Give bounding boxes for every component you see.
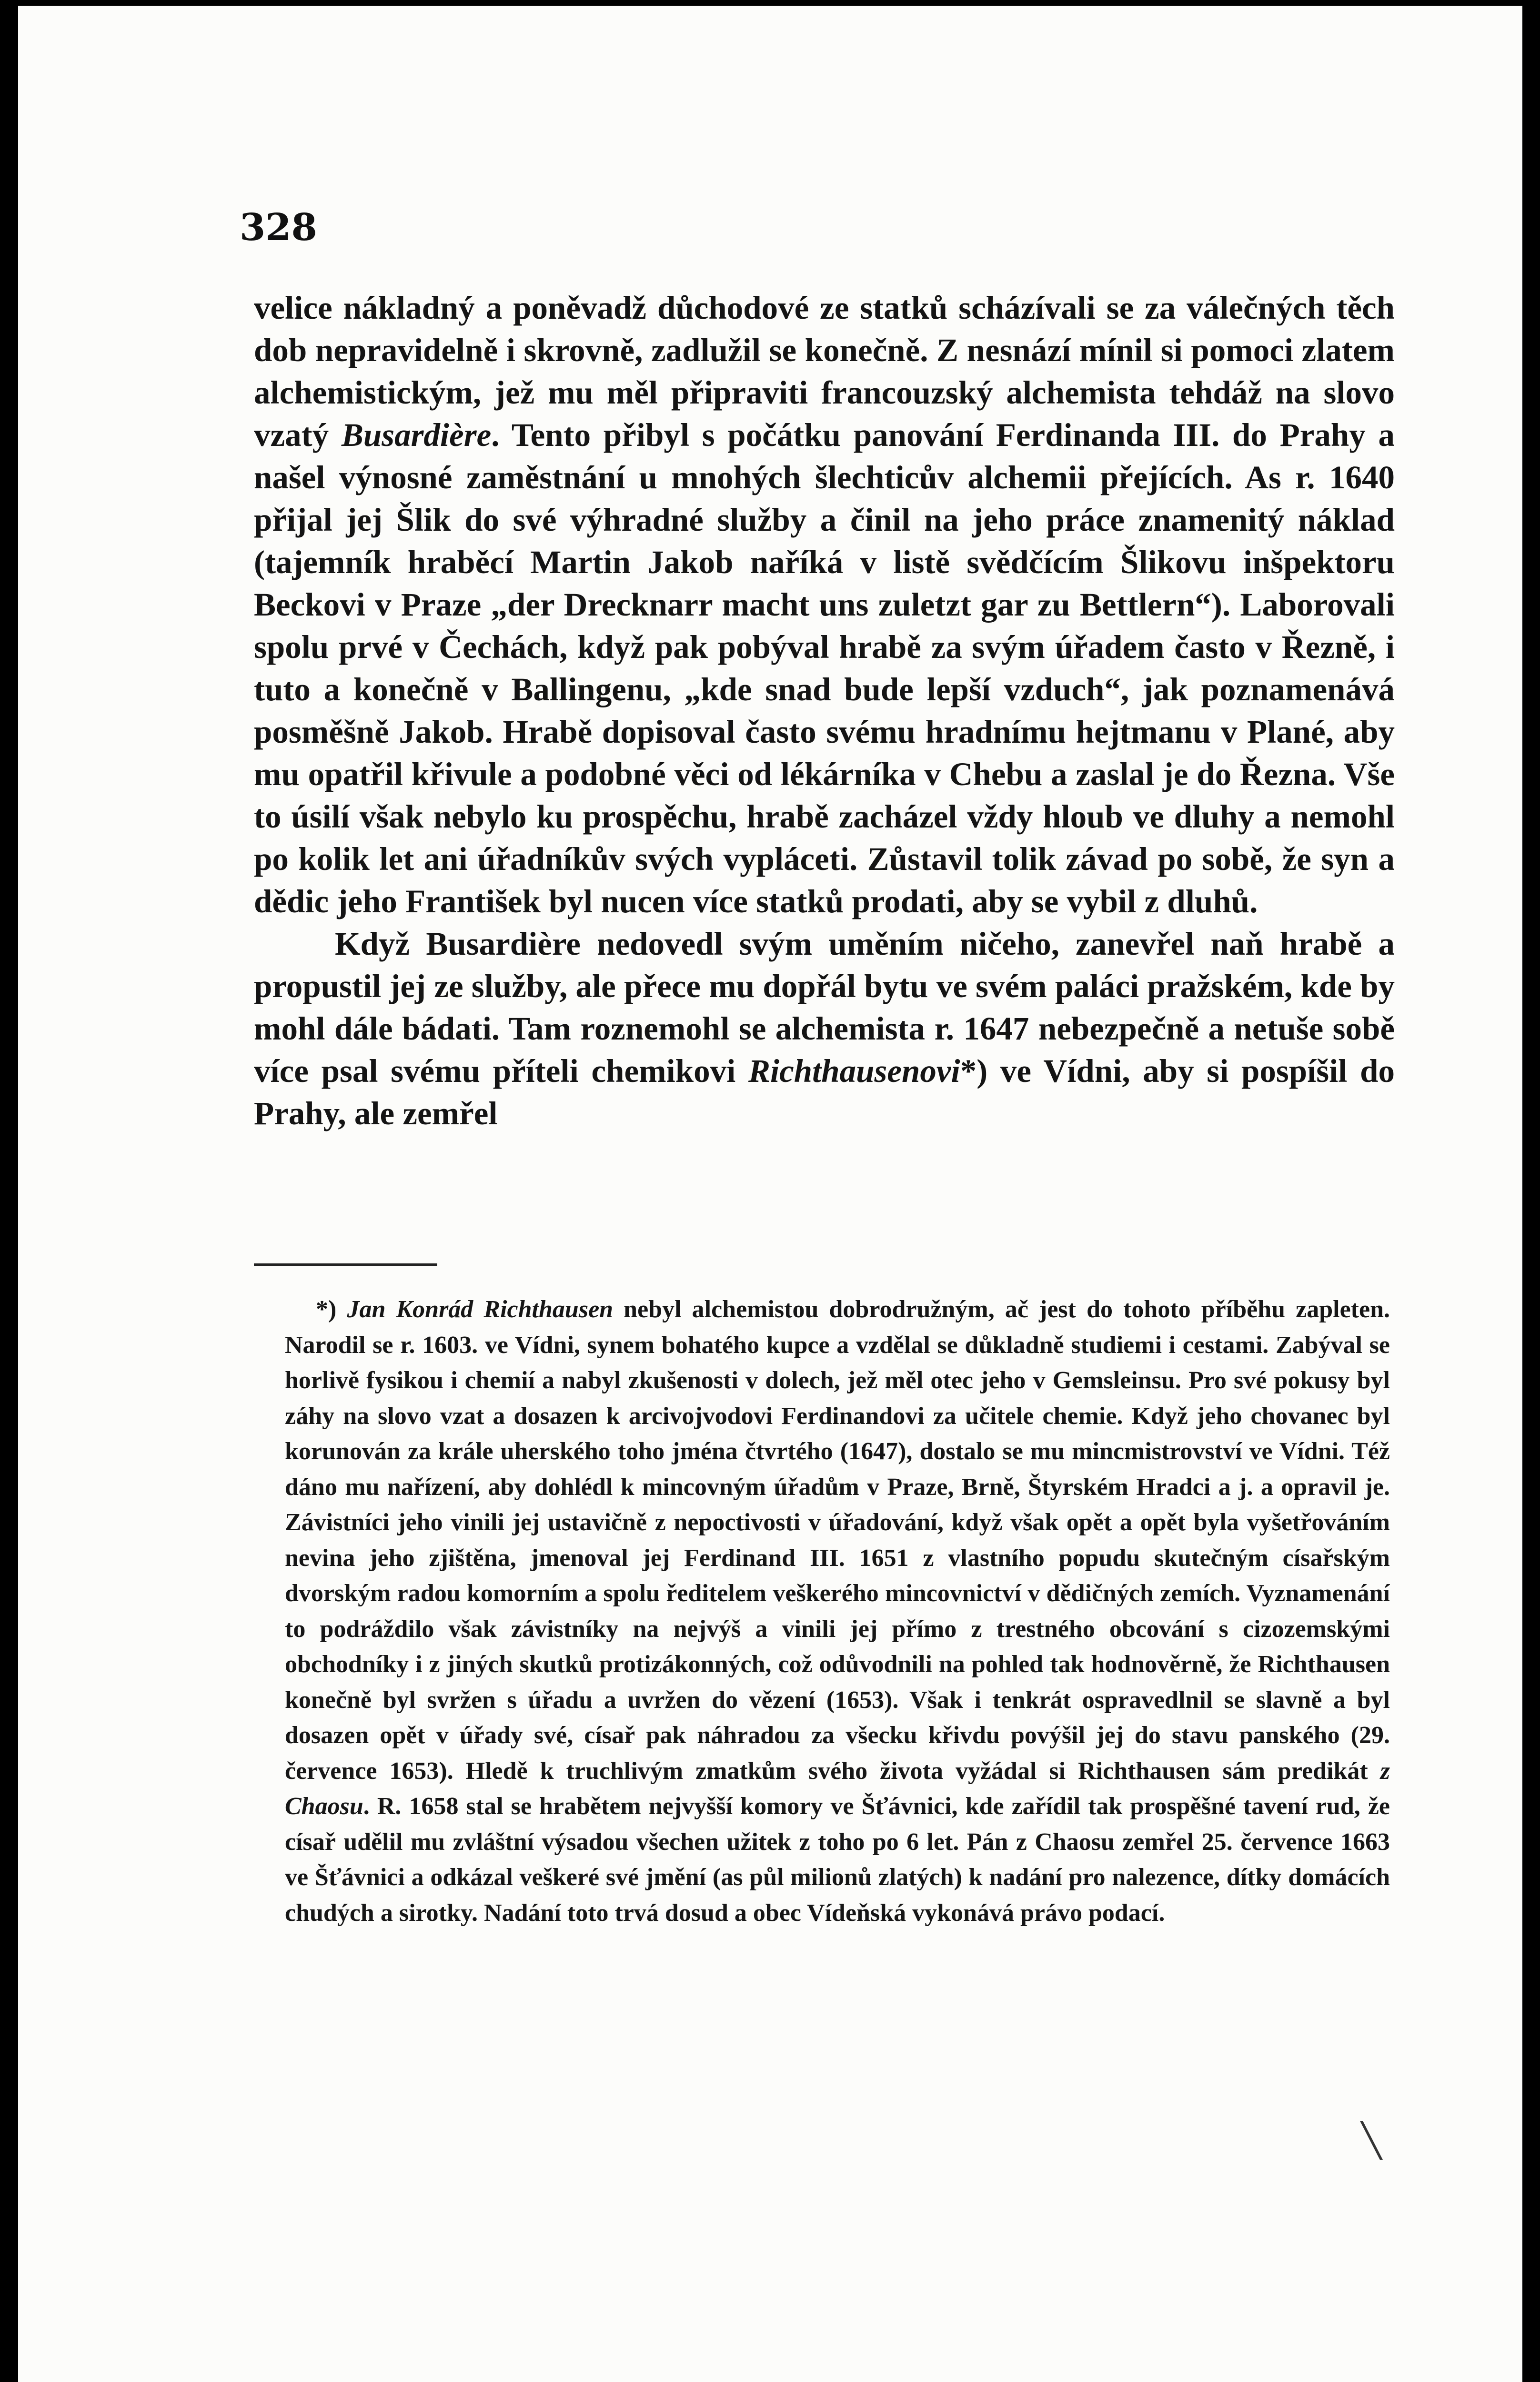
footnote-separator — [254, 1263, 437, 1266]
main-text — [254, 287, 1395, 1263]
name-busardiere: Busardière — [341, 417, 492, 453]
page-number: 328 — [240, 206, 317, 249]
stray-mark: ╲ — [1361, 2121, 1382, 2160]
footnote: *) Jan Konrád Richthausen nebyl alchemistou dobrodružným, ač jest do tohoto příběhu zapleten. Narodil se r. 1603. ve Vídni, synem bohatého kupce a vzdělal se důkladně studiemi i cestami. Zabýval se horlivě fysikou i chemií a nabyl zkušenosti v dolech, jež měl otec jeho v Gemsleinsu. Pro své pokusy byl záhy na slovo vzat a dosazen k arcivojvodovi Ferdinandovi za učitele chemie. Když jeho chovanec byl korunován za krále uherského toho jména čtvrtého (1647), dostalo se mu mincmistrovství ve Vídni. Též dáno mu nařízení, aby dohlédl k mincovným úřadům v Praze, Brně, Štyrském Hradci a j. a opravil je. Závistníci jeho vinili jej ustavičně z nepoctivosti v úřadování, když však opět a opět byla vyšetřováním nevina jeho zjištěna, jmenoval jej Ferdinand III. 1651 z vlastního popudu skutečným císařským dvorským radou komorním a spolu ředitelem veškerého mincovnictví v dědičných zemích. Vyznamenání to podráždilo však závistníky na nejvýš a vinili jej přímo z trestného obcování s cizozemskými obchodníky i z jiných skutků protizákonných, což odůvodnili na pohled tak hodnověrně, že Richthausen konečně byl svržen s úřadu a uvržen do vězení (1653). Však i tenkrát ospravedlnil se slavně a byl dosazen opět v úřady své, císař pak náhradou za všecku křivdu povýšil jej do stavu panského (29. července 1653). Hledě k truchlivým zmatkům svého života vyžádal si Richthausen sám predikát z Chaosu. R. 1658 stal se hrabětem nejvyšší komory ve Šťávnici, kde zařídil tak prospěšné tavení rud, že císař udělil mu zvláštní výsadou všechen užitek z toho po 6 let. Pán z Chaosu zemřel 25. července 1663 ve Šťávnici a odkázal veškeré své jmění (as půl milionů zlatých) k nadání pro nalezence, dítky domácích chudých a sirotky. Nadání toto trvá dosud a obec Vídeňská vykonává právo podací. — [285, 1296, 1390, 1927]
name-richthausenovi: Richthausenovi — [748, 1053, 960, 1089]
footnote-reference: *) — [960, 1053, 988, 1089]
footnote-title: z Chaosu — [285, 1757, 1390, 1820]
footnote-name: Jan Konrád Richthausen — [347, 1296, 614, 1323]
footnote-marker: *) — [316, 1296, 337, 1323]
paragraph-1: velice nákladný a poněvadž důchodové ze statků scházívali se za válečných těch dob nepravidelně i skrovně, zadlužil se konečně. Z nesnází mínil si pomoci zlatem alchemistickým, jež mu měl připraviti francouzský alchemista tehdáž na slovo vzatý Busardière. Tento přibyl s počátku panování Ferdinanda III. do Prahy a našel výnosné zaměstnání u mnohých šlechticův alchemii přejících. As r. 1640 přijal jej Šlik do své výhradné služby a činil na jeho práce znamenitý náklad (tajemník hraběcí Martin Jakob naříká v listě svědčícím Šlikovu inšpektoru Beckovi v Praze „der Drecknarr macht uns zuletzt gar zu Bettlern“). Laborovali spolu prvé v Čechách, když pak pobýval hrabě za svým úřadem často v Řezně, i tuto a konečně v Ballingenu, „kde snad bude lepší vzduch“, jak poznamenává posměšně Jakob. Hrabě dopisoval často svému hradnímu hejtmanu v Plané, aby mu opatřil křivule a podobné věci od lékárníka v Chebu a zaslal je do Řezna. Vše to úsilí však nebylo ku prospěchu, hrabě zacházel vždy hloub ve dluhy a nemohl po kolik let ani úřadníkův svých vypláceti. Zůstavil tolik závad po sobě, že syn a dědic jeho František byl nucen více statků prodati, aby se vybil z dluhů. — [254, 290, 1395, 919]
paragraph-2: Když Busardière nedovedl svým uměním ničeho, zanevřel naň hrabě a propustil jej ze služby, ale přece mu dopřál bytu ve svém paláci pražském, kde by mohl dále bádati. Tam roznemohl se alchemista r. 1647 nebezpečně a netuše sobě více psal svému příteli chemikovi Richthausenovi*) ve Vídni, aby si pospíšil do Prahy, ale zemřel — [254, 926, 1395, 1131]
book-page — [18, 6, 1522, 2382]
